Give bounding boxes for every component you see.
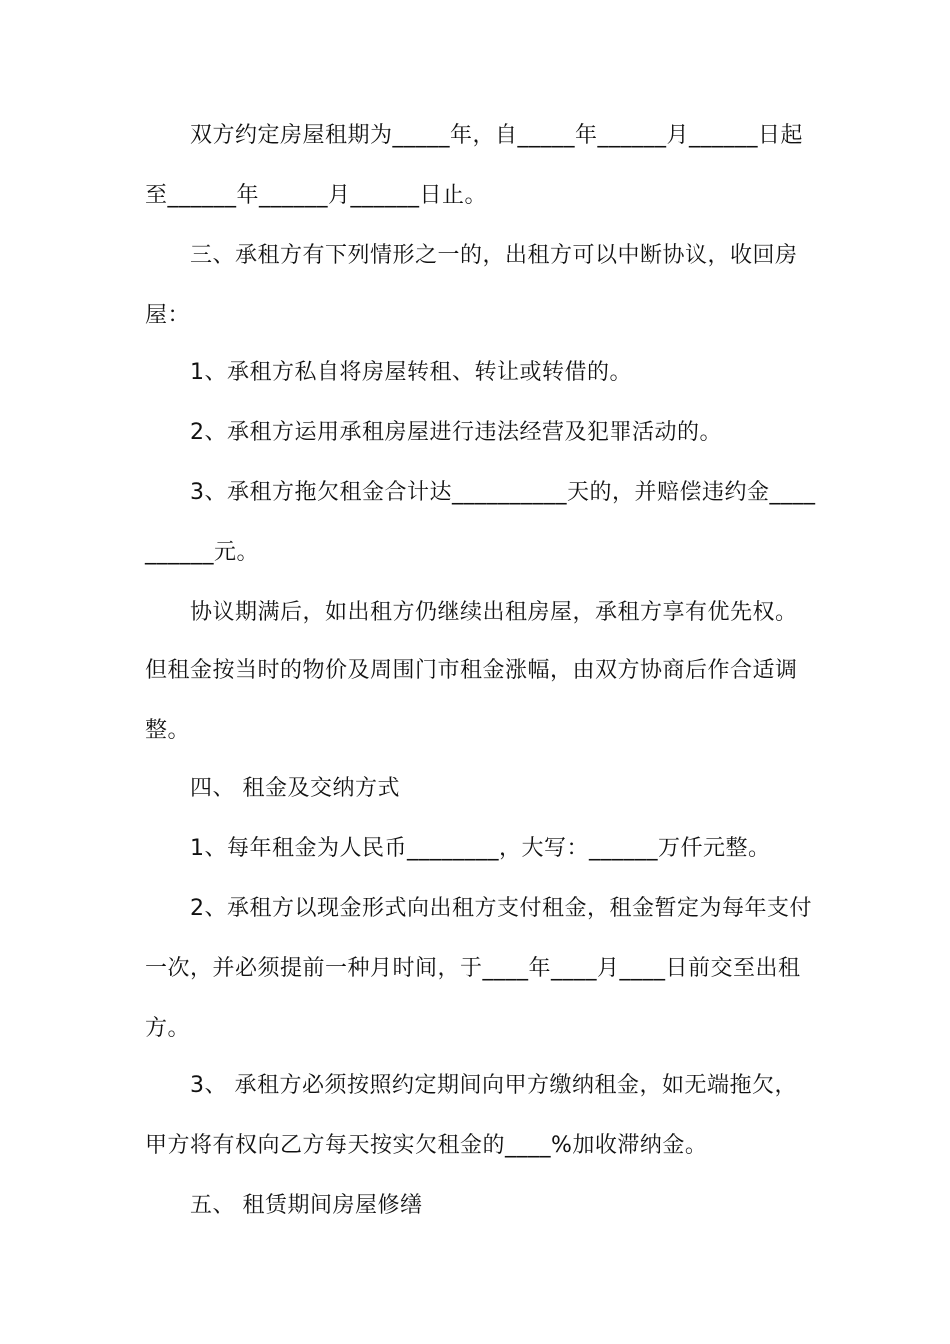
lease-term-line-2: 至______年______月______日止。 — [145, 183, 488, 208]
section-four-heading: 四、 租金及交纳方式 — [190, 776, 400, 801]
lease-term-line-1: 双方约定房屋租期为_____年，自_____年______月______日起 — [190, 123, 804, 148]
section-five-heading: 五、 租赁期间房屋修缮 — [190, 1193, 423, 1218]
renewal-paragraph-line-1: 协议期满后，如出租方仍继续出租房屋，承租方享有优先权。 — [190, 600, 798, 625]
clause-4-3-line-2: 甲方将有权向乙方每天按实欠租金的____%加收滞纳金。 — [145, 1133, 708, 1158]
clause-3-1: 1、承租方私自将房屋转租、转让或转借的。 — [190, 360, 632, 385]
clause-4-2-line-1: 2、承租方以现金形式向出租方支付租金，租金暂定为每年支付 — [190, 896, 812, 921]
clause-4-1: 1、每年租金为人民币________，大写：______万仟元整。 — [190, 836, 771, 861]
clause-4-2-line-3: 方。 — [145, 1016, 191, 1041]
renewal-paragraph-line-3: 整。 — [145, 718, 191, 743]
section-three-heading-line-2: 屋： — [145, 303, 191, 328]
clause-4-3-line-1: 3、 承租方必须按照约定期间向甲方缴纳租金，如无端拖欠， — [190, 1073, 797, 1098]
renewal-paragraph-line-2: 但租金按当时的物价及周围门市租金涨幅，由双方协商后作合适调 — [145, 658, 798, 683]
clause-3-3-line-2: ______元。 — [145, 540, 260, 565]
clause-4-2-line-2: 一次，并必须提前一种月时间，于____年____月____日前交至出租 — [145, 956, 801, 981]
clause-3-3-line-1: 3、承租方拖欠租金合计达__________天的，并赔偿违约金____ — [190, 480, 816, 505]
section-three-heading-line-1: 三、承租方有下列情形之一的，出租方可以中断协议，收回房 — [190, 243, 798, 268]
clause-3-2: 2、承租方运用承租房屋进行违法经营及犯罪活动的。 — [190, 420, 722, 445]
